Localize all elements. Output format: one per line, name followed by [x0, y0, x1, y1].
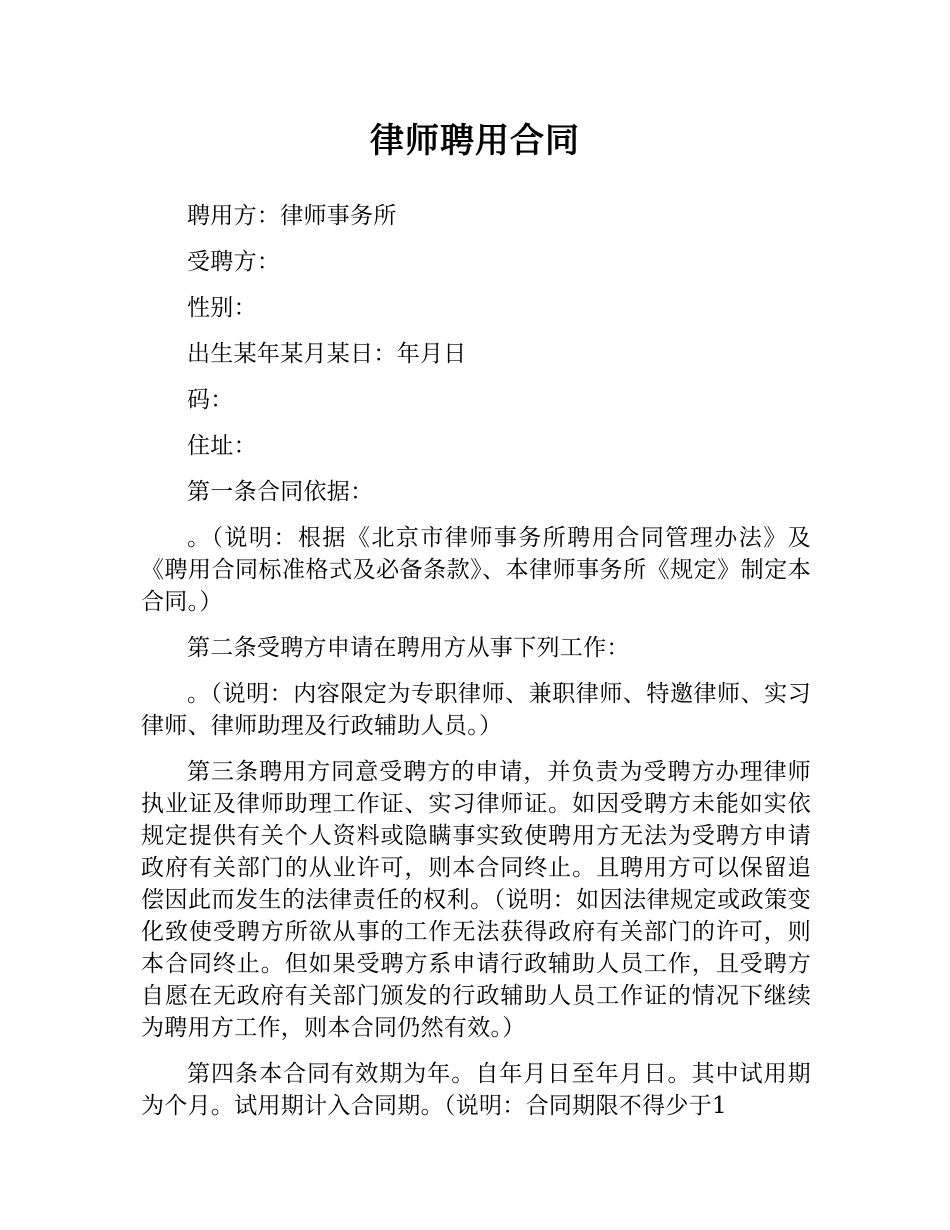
paragraph-article-4: 第四条本合同有效期为年。自年月日至年月日。其中试用期为个月。试用期计入合同期。（说明：合同期限不得少于1	[141, 1061, 811, 1119]
paragraph-article-3: 第三条聘用方同意受聘方的申请，并负责为受聘方办理律师执业证及律师助理工作证、实习律师证。如因受聘方未能如实依规定提供有关个人资料或隐瞒事实致使聘用方无法为受聘方申请政府有关部门的从业许可，则本合同终止。且聘用方可以保留追偿因此而发生的法律责任的权利。（说明：如因法律规定或政策变化致使受聘方所欲从事的工作无法获得政府有关部门的许可，则本合同终止。但如果受聘方系申请行政辅助人员工作，且受聘方自愿在无政府有关部门颁发的行政辅助人员工作证的情况下继续为聘用方工作，则本合同仍然有效。）	[141, 759, 811, 1041]
document-title: 律师聘用合同	[370, 121, 580, 161]
document-body	[141, 200, 811, 1136]
paragraph-gender: 性别：	[187, 295, 257, 321]
paragraph-article-1-note: 。（说明：根据《北京市律师事务所聘用合同管理办法》及《聘用合同标准格式及必备条款》、本律师事务所《规定》制定本合同。）	[141, 525, 811, 615]
paragraph-employee: 受聘方：	[187, 249, 281, 275]
paragraph-birthdate: 出生某年某月某日：年月日	[187, 341, 467, 367]
paragraph-article-2-heading: 第二条受聘方申请在聘用方从事下列工作：	[187, 635, 630, 661]
paragraph-address: 住址：	[187, 433, 257, 459]
paragraph-id-number: 码：	[187, 387, 234, 413]
paragraph-article-2-note: 。（说明：内容限定为专职律师、兼职律师、特邀律师、实习律师、律师助理及行政辅助人员。）	[141, 681, 811, 739]
paragraph-employer: 聘用方：律师事务所	[187, 203, 397, 229]
paragraph-article-1-heading: 第一条合同依据：	[187, 479, 374, 505]
